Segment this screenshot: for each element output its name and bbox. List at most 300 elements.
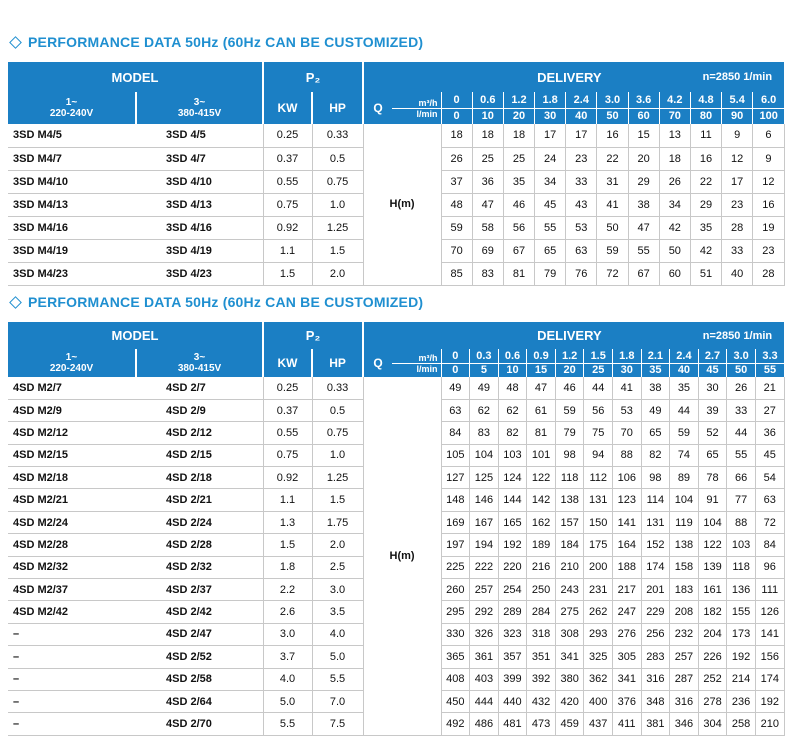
power-hp: 0.33 — [312, 377, 363, 399]
unit-m3h: m³/h — [392, 98, 441, 109]
q-m3h-value: 2.4 — [670, 349, 699, 363]
head-value: 42 — [659, 216, 690, 239]
head-value: 111 — [755, 579, 784, 601]
q-lmin-value: 5 — [470, 363, 499, 377]
q-lmin-value: 50 — [597, 108, 628, 124]
q-lmin-value: 0 — [441, 363, 470, 377]
head-value: 88 — [613, 444, 642, 466]
head-value: 26 — [659, 170, 690, 193]
head-value: 78 — [698, 467, 727, 489]
head-value: 444 — [470, 690, 499, 712]
power-hp: 1.0 — [312, 444, 363, 466]
head-value: 459 — [555, 713, 584, 735]
head-value: 44 — [670, 399, 699, 421]
model-3phase: 4SD 2/9 — [136, 399, 263, 421]
model-1phase: 4SD M2/15 — [8, 444, 136, 466]
head-value: 450 — [441, 690, 470, 712]
head-value: 148 — [441, 489, 470, 511]
q-m3h-value: 0 — [441, 349, 470, 363]
power-hp: 1.5 — [312, 489, 363, 511]
head-value: 17 — [566, 124, 597, 147]
model-3phase: 3SD 4/16 — [136, 216, 263, 239]
head-value: 348 — [641, 690, 670, 712]
head-value: 23 — [753, 239, 784, 262]
header-1phase-symbol: 1~ — [65, 97, 78, 108]
head-value: 194 — [470, 534, 499, 556]
model-1phase: 3SD M4/7 — [8, 147, 136, 170]
model-3phase: 3SD 4/23 — [136, 262, 263, 285]
power-hp: 7.0 — [312, 690, 363, 712]
q-label: Q — [373, 101, 383, 115]
header-p2: P₂ — [263, 62, 363, 92]
performance-table — [8, 322, 785, 736]
head-value: 260 — [441, 579, 470, 601]
model-3phase: 4SD 2/32 — [136, 556, 263, 578]
head-value: 34 — [659, 193, 690, 216]
power-hp: 1.25 — [312, 467, 363, 489]
head-value: 24 — [535, 147, 566, 170]
power-hp: 0.33 — [312, 124, 363, 147]
q-m3h-value: 4.2 — [659, 92, 690, 108]
head-value: 486 — [470, 713, 499, 735]
head-value: 63 — [755, 489, 784, 511]
head-value: 162 — [527, 511, 556, 533]
head-value: 351 — [527, 646, 556, 668]
head-value: 16 — [753, 193, 784, 216]
head-value: 104 — [670, 489, 699, 511]
head-value: 103 — [727, 534, 756, 556]
head-value: 56 — [584, 399, 613, 421]
head-value: 19 — [753, 216, 784, 239]
head-value: 400 — [584, 690, 613, 712]
head-value: 34 — [535, 170, 566, 193]
head-value: 325 — [584, 646, 613, 668]
power-hp: 2.0 — [312, 534, 363, 556]
head-value: 192 — [755, 690, 784, 712]
q-lmin-value: 35 — [641, 363, 670, 377]
model-3phase: 4SD 2/37 — [136, 579, 263, 601]
head-value: 376 — [613, 690, 642, 712]
head-value: 11 — [690, 124, 721, 147]
head-value: 23 — [722, 193, 753, 216]
head-value: 44 — [584, 377, 613, 399]
power-kw: 1.1 — [263, 489, 312, 511]
head-value: 208 — [670, 601, 699, 623]
head-value: 326 — [470, 623, 499, 645]
head-value: 51 — [690, 262, 721, 285]
head-value: 40 — [722, 262, 753, 285]
head-value: 29 — [628, 170, 659, 193]
head-value: 77 — [727, 489, 756, 511]
head-value: 55 — [628, 239, 659, 262]
power-hp: 1.25 — [312, 216, 363, 239]
head-value: 98 — [641, 467, 670, 489]
head-value: 232 — [670, 623, 699, 645]
header-1phase-voltage: 220-240V — [49, 363, 94, 374]
head-value: 122 — [698, 534, 727, 556]
head-value: 53 — [566, 216, 597, 239]
head-value: 27 — [755, 399, 784, 421]
head-value: 473 — [527, 713, 556, 735]
head-value: 62 — [470, 399, 499, 421]
q-m3h-value: 0.6 — [472, 92, 503, 108]
head-value: 55 — [535, 216, 566, 239]
unit-lmin: l/min — [416, 363, 438, 374]
model-1phase: 3SD M4/19 — [8, 239, 136, 262]
head-value: 124 — [498, 467, 527, 489]
head-value: 23 — [566, 147, 597, 170]
head-value: 12 — [753, 170, 784, 193]
q-m3h-value: 2.4 — [566, 92, 597, 108]
head-value: 155 — [727, 601, 756, 623]
head-value: 50 — [597, 216, 628, 239]
head-value: 49 — [441, 377, 470, 399]
head-value: 81 — [503, 262, 534, 285]
head-value: 65 — [698, 444, 727, 466]
head-value: 139 — [698, 556, 727, 578]
q-m3h-value: 3.0 — [597, 92, 628, 108]
header-3phase — [136, 92, 263, 124]
head-value: 59 — [670, 422, 699, 444]
model-1phase: – — [8, 668, 136, 690]
head-value: 362 — [584, 668, 613, 690]
model-3phase: 3SD 4/19 — [136, 239, 263, 262]
head-value: 220 — [498, 556, 527, 578]
head-value: 105 — [441, 444, 470, 466]
head-value: 210 — [755, 713, 784, 735]
power-hp: 7.5 — [312, 713, 363, 735]
model-1phase: 4SD M2/18 — [8, 467, 136, 489]
head-value: 36 — [755, 422, 784, 444]
head-value: 216 — [527, 556, 556, 578]
head-value: 28 — [753, 262, 784, 285]
head-value: 222 — [470, 556, 499, 578]
head-value: 236 — [727, 690, 756, 712]
head-value: 79 — [555, 422, 584, 444]
head-value: 257 — [670, 646, 699, 668]
q-m3h-value: 3.6 — [628, 92, 659, 108]
head-label: H(m) — [363, 377, 441, 735]
head-value: 85 — [441, 262, 472, 285]
head-value: 146 — [470, 489, 499, 511]
head-value: 28 — [722, 216, 753, 239]
head-value: 18 — [659, 147, 690, 170]
model-1phase: 3SD M4/10 — [8, 170, 136, 193]
head-value: 169 — [441, 511, 470, 533]
head-value: 127 — [441, 467, 470, 489]
head-value: 18 — [441, 124, 472, 147]
model-1phase: 4SD M2/21 — [8, 489, 136, 511]
delivery-label: DELIVERY — [537, 69, 602, 85]
head-value: 173 — [727, 623, 756, 645]
head-value: 118 — [555, 467, 584, 489]
model-3phase: 4SD 2/18 — [136, 467, 263, 489]
q-lmin-value: 45 — [698, 363, 727, 377]
q-m3h-value: 1.5 — [584, 349, 613, 363]
head-value: 47 — [472, 193, 503, 216]
head-value: 131 — [641, 511, 670, 533]
head-value: 75 — [584, 422, 613, 444]
model-3phase: 3SD 4/7 — [136, 147, 263, 170]
head-value: 65 — [535, 239, 566, 262]
head-value: 49 — [641, 399, 670, 421]
head-value: 341 — [613, 668, 642, 690]
q-lmin-value: 60 — [628, 108, 659, 124]
header-delivery — [363, 62, 784, 92]
model-1phase: 3SD M4/16 — [8, 216, 136, 239]
q-lmin-value: 10 — [472, 108, 503, 124]
rpm-label: n=2850 1/min — [702, 329, 773, 342]
model-3phase: 3SD 4/5 — [136, 124, 263, 147]
head-value: 152 — [641, 534, 670, 556]
head-value: 18 — [472, 124, 503, 147]
model-3phase: 4SD 2/28 — [136, 534, 263, 556]
q-lmin-value: 30 — [613, 363, 642, 377]
head-value: 67 — [503, 239, 534, 262]
header-3phase-symbol: 3~ — [193, 352, 206, 363]
power-kw: 0.25 — [263, 124, 312, 147]
model-1phase: 4SD M2/12 — [8, 422, 136, 444]
head-value: 35 — [503, 170, 534, 193]
power-kw: 1.5 — [263, 262, 312, 285]
head-value: 70 — [613, 422, 642, 444]
head-value: 289 — [498, 601, 527, 623]
head-value: 56 — [503, 216, 534, 239]
head-value: 308 — [555, 623, 584, 645]
head-value: 138 — [555, 489, 584, 511]
head-value: 122 — [527, 467, 556, 489]
head-value: 83 — [470, 422, 499, 444]
head-value: 89 — [670, 467, 699, 489]
power-kw: 2.2 — [263, 579, 312, 601]
head-value: 316 — [641, 668, 670, 690]
q-lmin-value: 10 — [498, 363, 527, 377]
head-value: 361 — [470, 646, 499, 668]
head-label: H(m) — [363, 124, 441, 285]
model-1phase: 3SD M4/13 — [8, 193, 136, 216]
q-lmin-value: 90 — [722, 108, 753, 124]
head-value: 278 — [698, 690, 727, 712]
q-m3h-value: 3.3 — [755, 349, 784, 363]
diamond-bullet-icon — [9, 296, 22, 309]
head-value: 50 — [659, 239, 690, 262]
power-kw: 5.0 — [263, 690, 312, 712]
header-delivery — [363, 322, 784, 349]
head-value: 47 — [527, 377, 556, 399]
head-value: 88 — [727, 511, 756, 533]
head-value: 210 — [555, 556, 584, 578]
model-1phase: 3SD M4/5 — [8, 124, 136, 147]
head-value: 49 — [470, 377, 499, 399]
head-value: 283 — [641, 646, 670, 668]
header-q-units — [363, 349, 441, 377]
power-hp: 1.0 — [312, 193, 363, 216]
power-kw: 4.0 — [263, 668, 312, 690]
head-value: 437 — [584, 713, 613, 735]
head-value: 158 — [670, 556, 699, 578]
diamond-bullet-icon — [9, 36, 22, 49]
head-value: 33 — [722, 239, 753, 262]
head-value: 165 — [498, 511, 527, 533]
head-value: 79 — [535, 262, 566, 285]
q-lmin-value: 0 — [441, 108, 472, 124]
head-value: 29 — [690, 193, 721, 216]
model-1phase: – — [8, 646, 136, 668]
power-kw: 0.55 — [263, 422, 312, 444]
head-value: 293 — [584, 623, 613, 645]
power-kw: 1.5 — [263, 534, 312, 556]
head-value: 44 — [727, 422, 756, 444]
head-value: 114 — [641, 489, 670, 511]
head-value: 157 — [555, 511, 584, 533]
head-value: 399 — [498, 668, 527, 690]
head-value: 254 — [498, 579, 527, 601]
head-value: 189 — [527, 534, 556, 556]
head-value: 74 — [670, 444, 699, 466]
table-row — [8, 377, 784, 399]
delivery-header — [364, 70, 784, 85]
head-value: 167 — [470, 511, 499, 533]
head-value: 63 — [441, 399, 470, 421]
head-value: 150 — [584, 511, 613, 533]
head-value: 22 — [597, 147, 628, 170]
head-value: 174 — [755, 668, 784, 690]
head-value: 39 — [698, 399, 727, 421]
head-value: 62 — [498, 399, 527, 421]
head-value: 59 — [555, 399, 584, 421]
power-kw: 0.25 — [263, 377, 312, 399]
head-value: 16 — [690, 147, 721, 170]
head-value: 35 — [670, 377, 699, 399]
head-value: 411 — [613, 713, 642, 735]
model-1phase: – — [8, 713, 136, 735]
head-value: 174 — [641, 556, 670, 578]
power-kw: 1.8 — [263, 556, 312, 578]
head-value: 188 — [613, 556, 642, 578]
head-value: 330 — [441, 623, 470, 645]
q-m3h-value: 6.0 — [753, 92, 784, 108]
head-value: 287 — [670, 668, 699, 690]
power-kw: 0.37 — [263, 399, 312, 421]
header-1phase — [8, 92, 136, 124]
q-lmin-value: 25 — [584, 363, 613, 377]
power-hp: 1.5 — [312, 239, 363, 262]
head-value: 229 — [641, 601, 670, 623]
power-hp: 2.5 — [312, 556, 363, 578]
q-m3h-value: 1.2 — [503, 92, 534, 108]
header-q-units — [363, 92, 441, 124]
head-value: 12 — [722, 147, 753, 170]
header-model: MODEL — [8, 62, 263, 92]
head-value: 365 — [441, 646, 470, 668]
head-value: 197 — [441, 534, 470, 556]
head-value: 217 — [613, 579, 642, 601]
head-value: 72 — [597, 262, 628, 285]
head-value: 101 — [527, 444, 556, 466]
head-value: 392 — [527, 668, 556, 690]
header-3phase-symbol: 3~ — [193, 97, 206, 108]
head-value: 318 — [527, 623, 556, 645]
head-value: 52 — [698, 422, 727, 444]
head-value: 46 — [503, 193, 534, 216]
head-value: 65 — [641, 422, 670, 444]
head-value: 161 — [698, 579, 727, 601]
model-3phase: 4SD 2/24 — [136, 511, 263, 533]
header-3phase-voltage: 380-415V — [177, 108, 222, 119]
model-1phase: 4SD M2/9 — [8, 399, 136, 421]
head-value: 36 — [472, 170, 503, 193]
head-value: 61 — [527, 399, 556, 421]
head-value: 231 — [584, 579, 613, 601]
model-3phase: 4SD 2/58 — [136, 668, 263, 690]
model-1phase: – — [8, 623, 136, 645]
header-model: MODEL — [8, 322, 263, 349]
power-hp: 2.0 — [312, 262, 363, 285]
power-kw: 0.92 — [263, 467, 312, 489]
head-value: 22 — [690, 170, 721, 193]
head-value: 16 — [597, 124, 628, 147]
head-value: 46 — [555, 377, 584, 399]
head-value: 17 — [722, 170, 753, 193]
head-value: 54 — [755, 467, 784, 489]
head-value: 84 — [441, 422, 470, 444]
head-value: 258 — [727, 713, 756, 735]
head-value: 48 — [498, 377, 527, 399]
head-value: 25 — [472, 147, 503, 170]
head-value: 131 — [584, 489, 613, 511]
head-value: 13 — [659, 124, 690, 147]
head-value: 192 — [498, 534, 527, 556]
model-3phase: 4SD 2/64 — [136, 690, 263, 712]
head-value: 126 — [755, 601, 784, 623]
head-value: 204 — [698, 623, 727, 645]
q-lmin-value: 40 — [670, 363, 699, 377]
head-value: 492 — [441, 713, 470, 735]
section-title-text: PERFORMANCE DATA 50Hz (60Hz CAN BE CUSTOMIZED) — [28, 34, 424, 50]
q-label: Q — [373, 356, 383, 370]
q-lmin-value: 20 — [555, 363, 584, 377]
head-value: 45 — [535, 193, 566, 216]
head-value: 256 — [641, 623, 670, 645]
head-value: 304 — [698, 713, 727, 735]
head-value: 91 — [698, 489, 727, 511]
head-value: 284 — [527, 601, 556, 623]
head-value: 81 — [527, 422, 556, 444]
q-m3h-value: 0.9 — [527, 349, 556, 363]
q-m3h-value: 4.8 — [690, 92, 721, 108]
head-value: 38 — [628, 193, 659, 216]
head-value: 323 — [498, 623, 527, 645]
head-value: 25 — [503, 147, 534, 170]
q-lmin-value: 50 — [727, 363, 756, 377]
head-value: 103 — [498, 444, 527, 466]
head-value: 72 — [755, 511, 784, 533]
q-lmin-value: 30 — [535, 108, 566, 124]
model-3phase: 4SD 2/12 — [136, 422, 263, 444]
head-value: 142 — [527, 489, 556, 511]
head-value: 17 — [535, 124, 566, 147]
head-value: 104 — [470, 444, 499, 466]
power-hp: 3.5 — [312, 601, 363, 623]
head-value: 37 — [441, 170, 472, 193]
delivery-label: DELIVERY — [537, 328, 602, 343]
head-value: 200 — [584, 556, 613, 578]
head-value: 94 — [584, 444, 613, 466]
head-value: 59 — [441, 216, 472, 239]
head-value: 164 — [613, 534, 642, 556]
head-value: 38 — [641, 377, 670, 399]
head-value: 316 — [670, 690, 699, 712]
